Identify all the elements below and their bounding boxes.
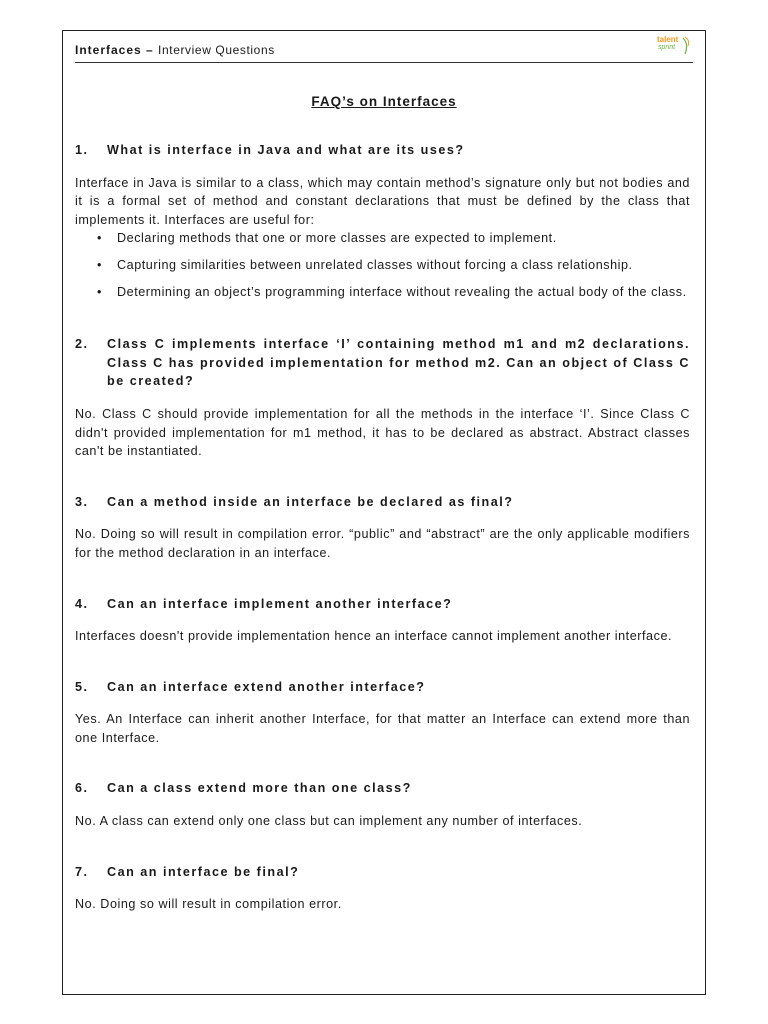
question-number: 3.: [75, 494, 89, 509]
list-item: [97, 283, 690, 302]
header-title: [75, 43, 275, 57]
answer-3: No. Doing so will result in compilation error. “public” and “abstract” are the only applicable modifiers for the method declaration in an interface.: [75, 527, 690, 560]
question-text: What is interface in Java and what are its uses?: [107, 143, 465, 157]
question-4: [75, 595, 690, 614]
question-text: Can a class extend more than one class?: [107, 781, 412, 796]
bullet-icon: •: [97, 257, 102, 272]
question-5: [75, 678, 690, 697]
document-title: FAQ’s on Interfaces: [311, 94, 457, 109]
question-text: Can an interface extend another interface?: [107, 679, 426, 694]
list-item: [97, 256, 690, 275]
list-item: [97, 229, 690, 248]
question-number: 4.: [75, 596, 89, 611]
page-header: [75, 35, 693, 63]
faq-content: [75, 141, 690, 914]
list-item-text: Determining an object’s programming interface without revealing the actual body of the class.: [117, 284, 687, 299]
talentsprint-logo: [655, 34, 691, 60]
question-number: 7.: [75, 864, 89, 879]
answer-4: Interfaces doesn't provide implementation hence an interface cannot implement another interface.: [75, 629, 673, 644]
header-title-main: Interfaces –: [75, 43, 154, 57]
question-2: [75, 335, 690, 391]
list-item-text: Declaring methods that one or more classes are expected to implement.: [117, 231, 557, 246]
question-text: Can a method inside an interface be declared as final?: [107, 494, 514, 509]
bullet-icon: •: [97, 231, 102, 246]
question-number: 5.: [75, 679, 89, 694]
question-number: 1.: [75, 143, 89, 157]
question-3: [75, 493, 690, 512]
question-6: [75, 779, 690, 798]
answer-7: No. Doing so will result in compilation error.: [75, 897, 342, 912]
answer-2: No. Class C should provide implementation for all the methods in the interface ‘I’. Since Class C didn't provided implementation for m1 method, it has to be declared as abstract. Abstract classes can't be instantiated.: [75, 406, 690, 459]
question-number: 2.: [75, 337, 89, 352]
list-item-text: Capturing similarities between unrelated classes without forcing a class relationship.: [117, 257, 633, 272]
header-title-sub: Interview Questions: [158, 43, 275, 57]
answer-6: No. A class can extend only one class but can implement any number of interfaces.: [75, 814, 583, 829]
question-text: Class C implements interface ‘I’ containing method m1 and m2 declarations. Class C has provided implementation for method m2. Can an object of Class C be created?: [107, 337, 690, 389]
logo-text-bottom: sprint: [658, 44, 676, 51]
question-1: [75, 141, 690, 160]
question-7: [75, 863, 690, 882]
answer-1: Interface in Java is similar to a class, which may contain method’s signature only but not bodies and it is a formal set of method and constant declarations that must be defined by the class that implements it. Interfaces are useful for:: [75, 175, 690, 227]
question-number: 6.: [75, 781, 89, 796]
answer-1-bullet-list: [75, 229, 690, 301]
answer-5: Yes. An Interface can inherit another Interface, for that matter an Interface can extend more than one Interface.: [75, 712, 690, 745]
question-text: Can an interface implement another interface?: [107, 596, 453, 611]
question-text: Can an interface be final?: [107, 864, 300, 879]
bullet-icon: •: [97, 284, 102, 299]
logo-text-top: talent: [657, 35, 679, 44]
